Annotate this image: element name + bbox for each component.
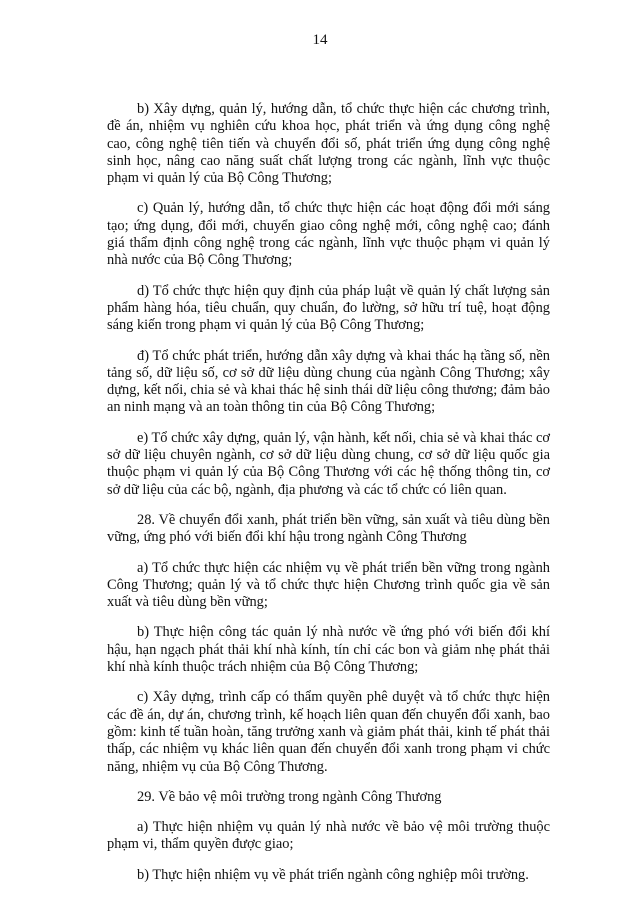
paragraph-27c: c) Quản lý, hướng dẫn, tổ chức thực hiện các hoạt động đổi mới sáng tạo; ứng dụng, đổi mới, chuyển giao công nghệ mới, công nghệ cao; đánh giá thẩm định công nghệ trong các ngành, lĩnh vực thuộc phạm vi quản lý nhà nước của Bộ Công Thương;: [107, 200, 550, 269]
document-body: [107, 101, 550, 897]
paragraph-27dd: đ) Tổ chức phát triển, hướng dẫn xây dựng và khai thác hạ tầng số, nền tảng số, dữ liệu số, cơ sở dữ liệu dùng chung của ngành Công Thương; xây dựng, kết nối, chia sẻ và khai thác hệ sinh thái dữ liệu công thương; đảm bảo an ninh mạng và an toàn thông tin của Bộ Công Thương;: [107, 347, 550, 416]
paragraph-29a: a) Thực hiện nhiệm vụ quản lý nhà nước về bảo vệ môi trường thuộc phạm vi, thẩm quyền được giao;: [107, 819, 550, 853]
section-heading-29: 29. Về bảo vệ môi trường trong ngành Công Thương: [137, 788, 442, 805]
paragraph-28c: c) Xây dựng, trình cấp có thẩm quyền phê duyệt và tổ chức thực hiện các đề án, dự án, chương trình, kế hoạch liên quan đến chuyển đổi xanh, bao gồm: kinh tế tuần hoàn, tăng trưởng xanh và giảm phát thải, kinh tế phát thải thấp, các nhiệm vụ khác liên quan đến chuyển đổi xanh trong phạm vi chức năng, nhiệm vụ của Bộ Công Thương.: [107, 689, 550, 775]
paragraph-28b: b) Thực hiện công tác quản lý nhà nước về ứng phó với biến đổi khí hậu, hạn ngạch phát thải khí nhà kính, tín chỉ các bon và giảm nhẹ phát thải khí nhà kính thuộc trách nhiệm của Bộ Công Thương;: [107, 624, 550, 676]
paragraph-29b: b) Thực hiện nhiệm vụ về phát triển ngành công nghiệp môi trường.: [137, 866, 529, 883]
paragraph-28a: a) Tổ chức thực hiện các nhiệm vụ về phát triển bền vững trong ngành Công Thương; quản lý và tổ chức thực hiện Chương trình quốc gia về sản xuất và tiêu dùng bền vững;: [107, 559, 550, 611]
page-number: 14: [312, 32, 328, 48]
section-heading-28: 28. Về chuyển đổi xanh, phát triển bền vững, sản xuất và tiêu dùng bền vững, ứng phó với biến đổi khí hậu trong ngành Công Thương: [107, 511, 550, 546]
paragraph-27b: b) Xây dựng, quản lý, hướng dẫn, tổ chức thực hiện các chương trình, đề án, nhiệm vụ nghiên cứu khoa học, phát triển và ứng dụng công nghệ cao, công nghệ tiên tiến và chuyển đổi số, phát triển ứng dụng công nghệ sinh học, nâng cao năng suất chất lượng trong các ngành, lĩnh vực thuộc phạm vi quản lý của Bộ Công Thương;: [107, 101, 550, 187]
paragraph-27d: d) Tổ chức thực hiện quy định của pháp luật về quản lý chất lượng sản phẩm hàng hóa, tiêu chuẩn, quy chuẩn, đo lường, sở hữu trí tuệ, hoạt động sáng kiến trong phạm vi quản lý của Bộ Công Thương;: [107, 282, 550, 334]
paragraph-27e: e) Tổ chức xây dựng, quản lý, vận hành, kết nối, chia sẻ và khai thác cơ sở dữ liệu chuyên ngành, cơ sở dữ liệu dùng chung, cơ sở dữ liệu quốc gia thuộc phạm vi quản lý của Bộ Công Thương với các hệ thống thông tin, cơ sở dữ liệu của các bộ, ngành, địa phương và các tổ chức có liên quan.: [107, 429, 550, 498]
